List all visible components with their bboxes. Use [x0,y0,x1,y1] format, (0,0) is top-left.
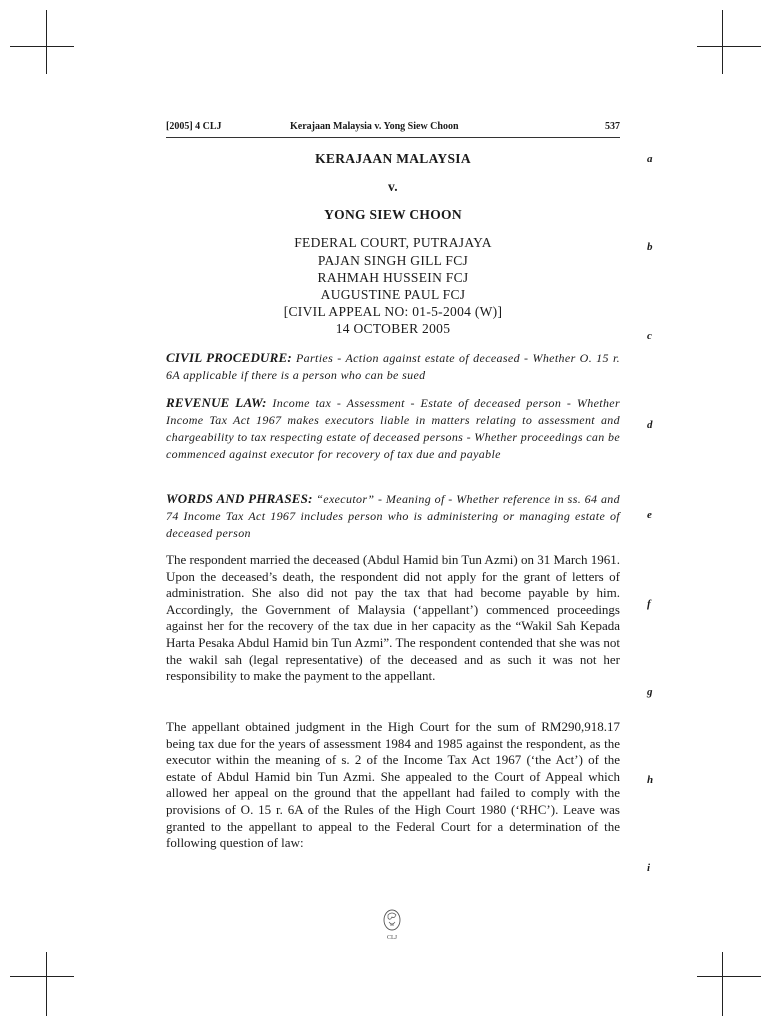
party-two: YONG SIEW CHOON [324,207,462,222]
catchword-text: “executor” - Meaning of - Whether reference in ss. 64 and 74 Income Tax Act 1967 includes person who is administering or managing estate of deceased person [166,492,621,540]
crop-mark-top-right-h [697,46,761,47]
crop-mark-bottom-left-h [10,976,74,977]
catchword-lead: WORDS AND PHRASES: [166,491,313,506]
crop-mark-bottom-right-v [722,952,723,1016]
margin-letter-c: c [647,330,652,342]
margin-letter-e: e [647,509,652,521]
judge-2: RAHMAH HUSSEIN FCJ [317,270,469,285]
margin-letter-b: b [647,241,653,253]
catchword-lead: CIVIL PROCEDURE: [166,350,292,365]
running-head [166,121,620,138]
catchword-text: Income tax - Assessment - Estate of deceased person - Whether Income Tax Act 1967 makes executors liable in matters relating to assessment and chargeability to tax respecting estate of deceased persons - Whether proceedings can be commenced against executor for recovery of tax due and payable [166,396,620,461]
margin-letter-g: g [647,686,653,698]
clj-emblem-icon [380,908,404,942]
party-one: KERAJAAN MALAYSIA [315,151,471,166]
judge-1: PAJAN SINGH GILL FCJ [317,253,469,268]
crop-mark-bottom-right-h [697,976,761,977]
paragraph-facts: The respondent married the deceased (Abdul Hamid bin Tun Azmi) on 31 March 1961. Upon the deceased’s death, the respondent did not apply for the grant of letters of administration. She also did not pay the tax that had become payable by him. Accordingly, the Government of Malaysia (‘appellant’) commenced proceedings against her for the recovery of the tax due in her capacity as the “Wakil Sah Kepada Harta Pesaka Abdul Hamid bin Tun Azmi”. The respondent contended that she was not the wakil sah (legal representative) of the deceased and as such it was not her responsibility to make the payment to the appellant. [166,552,620,684]
judge-3: AUGUSTINE PAUL FCJ [320,287,466,302]
court-name: FEDERAL COURT, PUTRAJAYA [294,235,492,250]
paragraph-procedural-history: The appellant obtained judgment in the High Court for the sum of RM290,918.17 being tax due for the years of assessment 1984 and 1985 against the respondent, as the executor within the meaning of s. 2 of the Income Tax Act 1967 (‘the Act’) of the estate of Abdul Hamid bin Tun Azmi. She appealed to the Court of Appeal which allowed her appeal on the ground that the appellant had failed to comply with the provisions of O. 15 r. 6A of the Rules of the High Court 1980 (‘RHC’). Leave was granted to the appellant to appeal to the Federal Court for a determination of the following question of law: [166,719,620,851]
catchword-lead: REVENUE LAW: [166,395,267,410]
margin-letter-a: a [647,153,653,165]
margin-letter-d: d [647,419,653,431]
appeal-number: [CIVIL APPEAL NO: 01-5-2004 (W)] [283,304,503,319]
logo-text: CLJ [386,935,398,941]
clj-logo [380,908,404,942]
crop-mark-top-right-v [722,10,723,74]
versus: v. [388,179,398,194]
crop-mark-bottom-left-v [46,952,47,1016]
crop-mark-top-left-v [46,10,47,74]
citation: [2005] 4 CLJ [166,121,222,132]
margin-letter-f: f [647,598,651,610]
margin-letter-h: h [647,774,654,786]
catchword-revenue-law [166,394,620,463]
margin-letter-i: i [647,862,651,874]
page-number: 537 [605,121,620,132]
catchword-civil-procedure [166,349,620,384]
decision-date: 14 OCTOBER 2005 [335,321,451,336]
case-short-title: Kerajaan Malaysia v. Yong Siew Choon [290,121,459,132]
catchword-text: Parties - Action against estate of deceased - Whether O. 15 r. 6A applicable if there is a person who can be sued [166,351,620,382]
catchword-words-and-phrases [166,490,620,542]
crop-mark-top-left-h [10,46,74,47]
